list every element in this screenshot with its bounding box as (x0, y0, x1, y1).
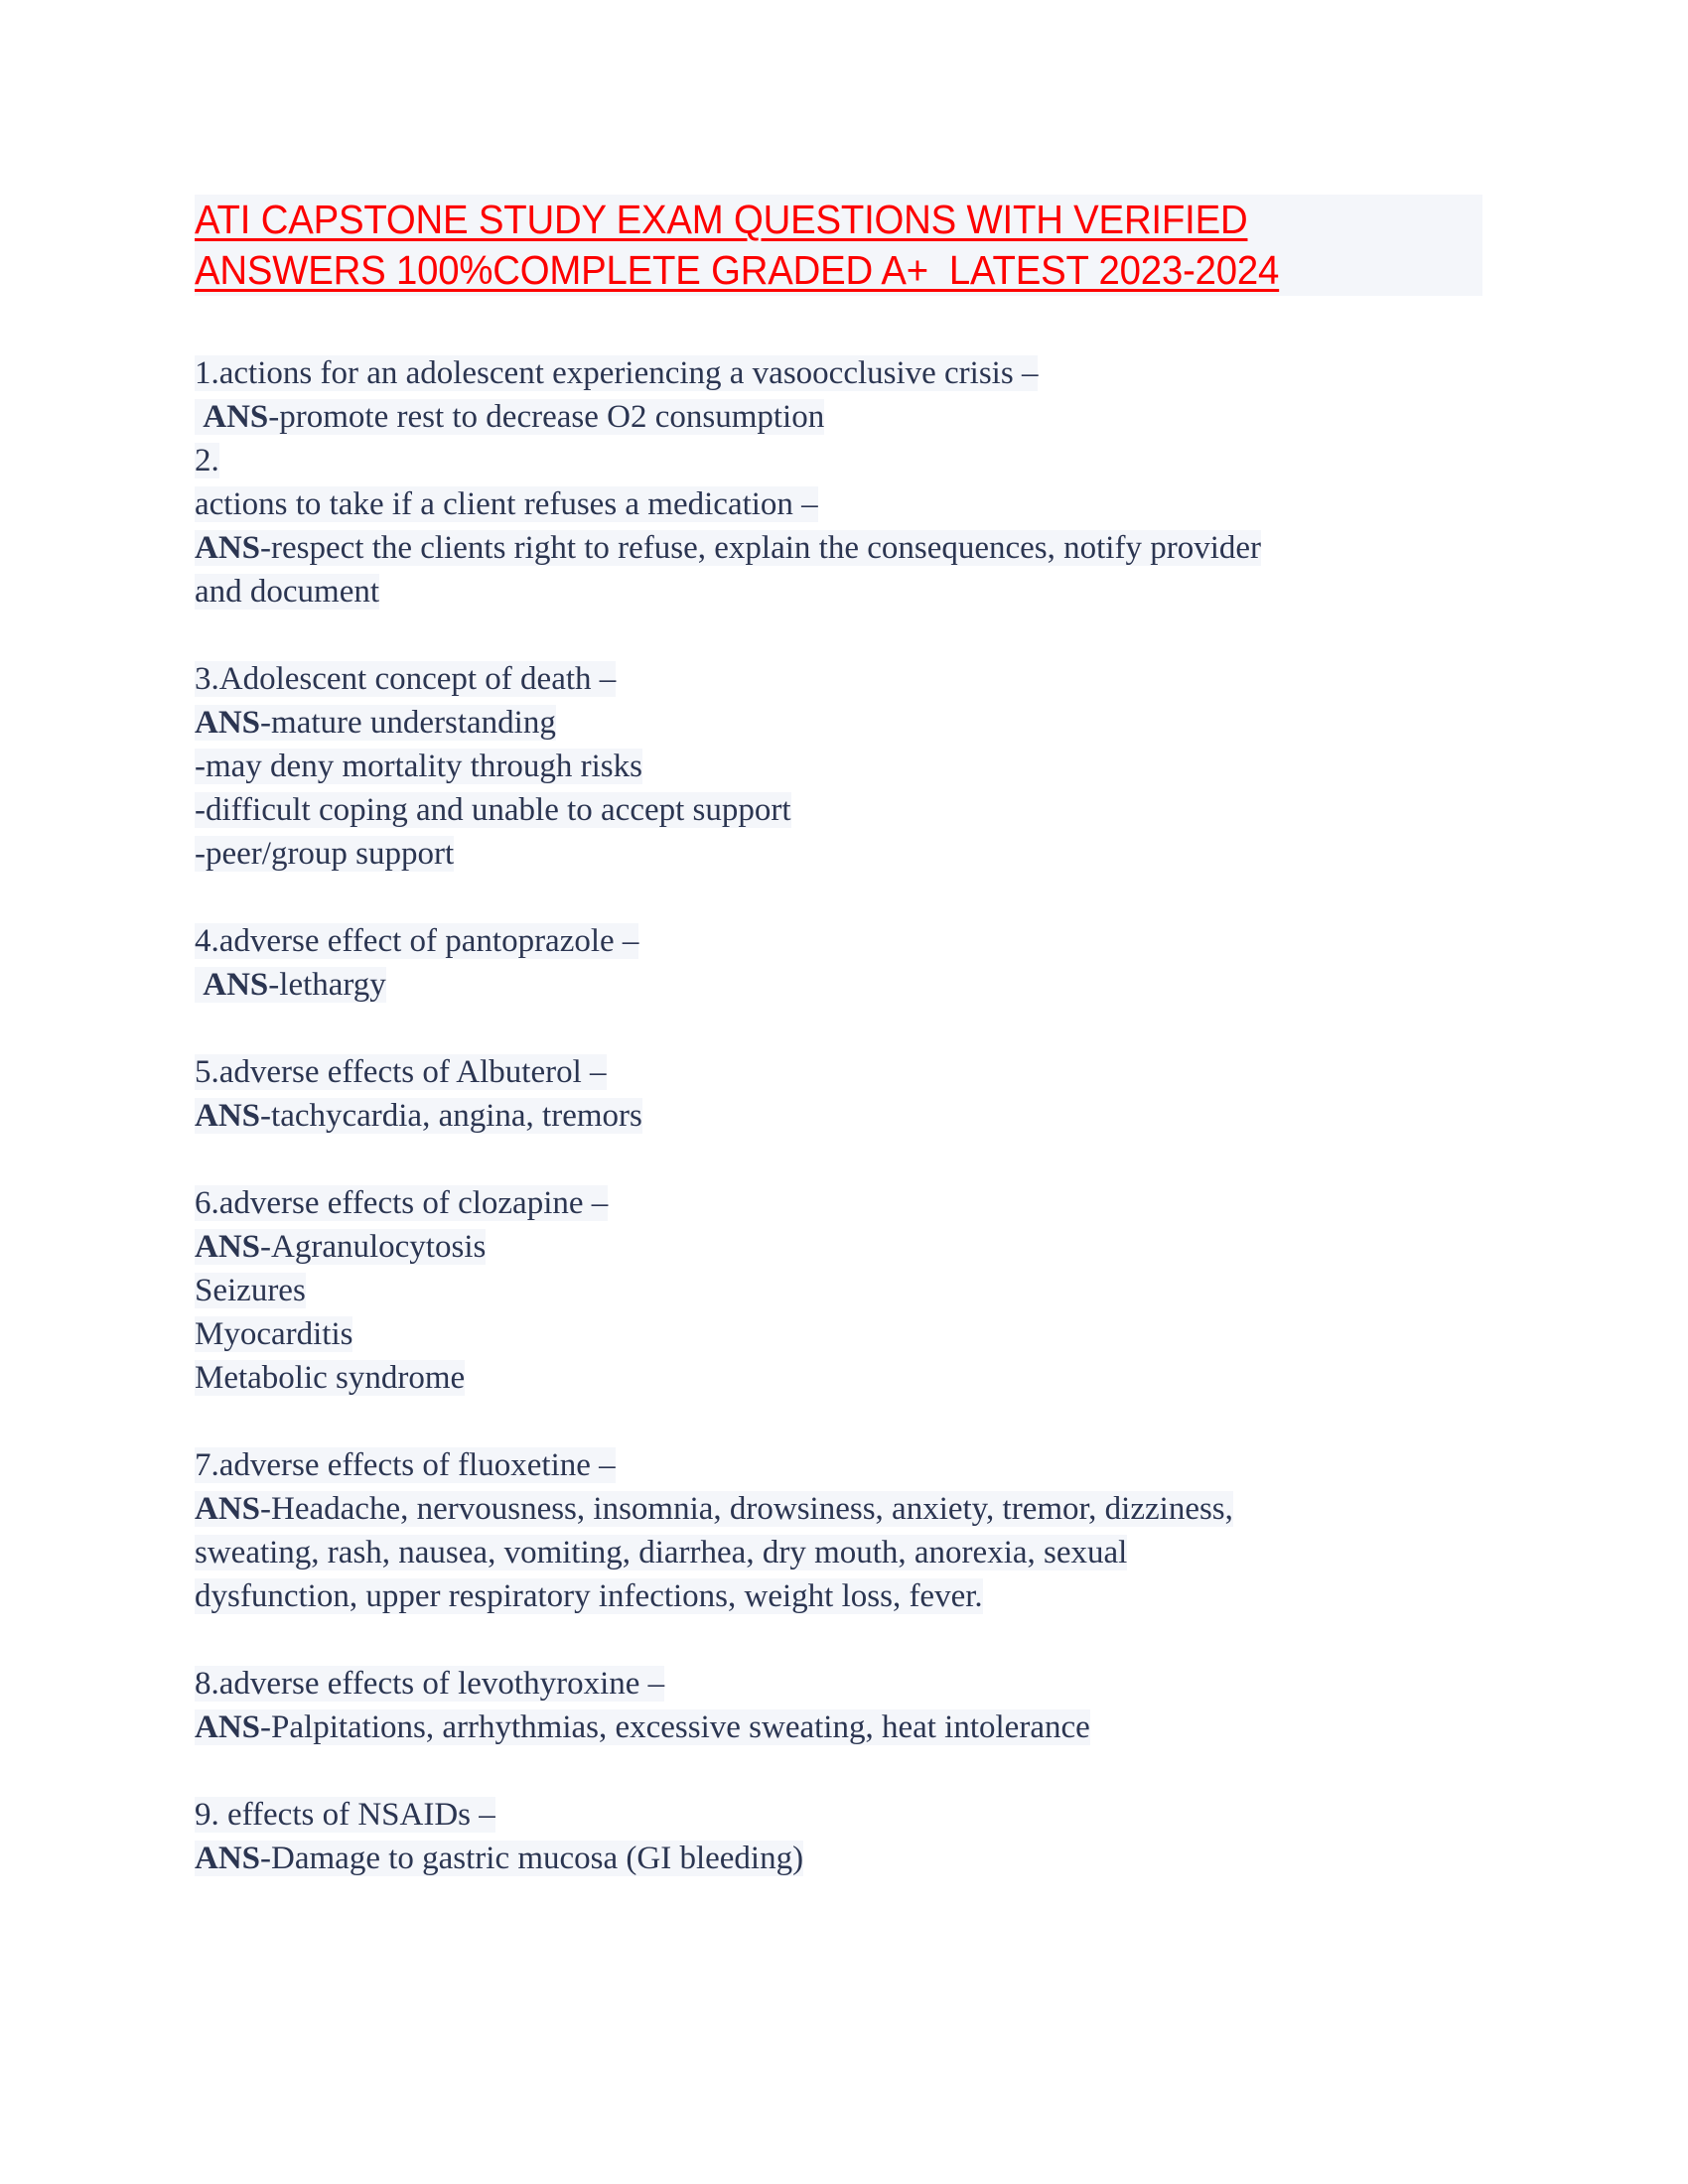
answer-text: -respect the clients right to refuse, explain the consequences, notify provider (260, 530, 1262, 566)
answer-text: -lethargy (268, 967, 386, 1003)
question-line-highlight: -difficult coping and unable to accept support (195, 792, 791, 828)
qa-entry (195, 1181, 1505, 1400)
answer-marker: ANS (195, 1229, 261, 1265)
question-line-highlight: -peer/group support (195, 836, 455, 872)
question-line (195, 1356, 1505, 1400)
answer-line-highlight (195, 1098, 642, 1134)
question-line-highlight: dysfunction, upper respiratory infections, weight loss, fever. (195, 1578, 983, 1614)
question-line-highlight: 5.adverse effects of Albuterol – (195, 1054, 607, 1090)
question-line (195, 1269, 1505, 1312)
answer-text: -mature understanding (260, 705, 556, 741)
question-line (195, 1574, 1505, 1618)
qa-list (195, 351, 1505, 1880)
answer-line-highlight (195, 399, 824, 435)
question-line-highlight: sweating, rash, nausea, vomiting, diarrhea, dry mouth, anorexia, sexual (195, 1535, 1128, 1570)
answer-text: -Headache, nervousness, insomnia, drowsiness, anxiety, tremor, dizziness, (260, 1491, 1233, 1527)
question-line (195, 482, 1505, 526)
page-title-line-1 (195, 195, 1482, 245)
document-content (195, 195, 1505, 1880)
answer-text: -Palpitations, arrhythmias, excessive sweating, heat intolerance (260, 1709, 1090, 1745)
answer-line (195, 1487, 1505, 1531)
answer-marker: ANS (195, 399, 269, 435)
question-line-highlight: and document (195, 574, 380, 610)
question-line (195, 1443, 1505, 1487)
answer-marker: ANS (195, 1098, 261, 1134)
question-line-highlight: 1.actions for an adolescent experiencing a vasoocclusive crisis – (195, 355, 1039, 391)
qa-entry (195, 1793, 1505, 1880)
question-line (195, 439, 1505, 482)
answer-line (195, 963, 1505, 1007)
question-line-highlight: 4.adverse effect of pantoprazole – (195, 923, 639, 959)
answer-marker: ANS (195, 1491, 261, 1527)
question-line (195, 1050, 1505, 1094)
question-line-highlight: 6.adverse effects of clozapine – (195, 1185, 609, 1221)
question-line-highlight: -may deny mortality through risks (195, 749, 642, 784)
question-line (195, 351, 1505, 395)
answer-line (195, 701, 1505, 745)
answer-line (195, 395, 1505, 439)
answer-text: -promote rest to decrease O2 consumption (268, 399, 825, 435)
question-line-highlight: Myocarditis (195, 1316, 353, 1352)
question-line-highlight: 9. effects of NSAIDs – (195, 1797, 495, 1833)
answer-text: -Damage to gastric mucosa (GI bleeding) (260, 1841, 804, 1876)
qa-entry (195, 1050, 1505, 1138)
question-line (195, 1531, 1505, 1574)
page-title-line-1-text: ATI CAPSTONE STUDY EXAM QUESTIONS WITH VERIFIED (195, 197, 1248, 242)
qa-entry (195, 1443, 1505, 1618)
answer-line (195, 526, 1505, 570)
answer-marker: ANS (195, 530, 261, 566)
answer-line (195, 1225, 1505, 1269)
qa-entry (195, 657, 1505, 876)
answer-line-highlight (195, 1229, 486, 1265)
question-line-highlight: 8.adverse effects of levothyroxine – (195, 1666, 665, 1702)
page-title-line-2-text: ANSWERS 100%COMPLETE GRADED A+ LATEST 2023-2024 (195, 247, 1280, 293)
question-line-highlight: Seizures (195, 1273, 306, 1308)
qa-entry (195, 1662, 1505, 1749)
question-line-highlight: 7.adverse effects of fluoxetine – (195, 1447, 616, 1483)
answer-marker: ANS (195, 967, 269, 1003)
answer-line-highlight (195, 1491, 1233, 1527)
answer-line (195, 1706, 1505, 1749)
question-line-highlight: 2. (195, 443, 219, 478)
question-line-highlight: 3.Adolescent concept of death – (195, 661, 617, 697)
question-line (195, 1662, 1505, 1706)
answer-line-highlight (195, 530, 1261, 566)
question-line (195, 919, 1505, 963)
question-line (195, 1181, 1505, 1225)
answer-line-highlight (195, 967, 386, 1003)
question-line (195, 1793, 1505, 1837)
page-title-line-2 (195, 245, 1482, 296)
question-line-highlight: Metabolic syndrome (195, 1360, 466, 1396)
question-line (195, 657, 1505, 701)
answer-line-highlight (195, 1841, 803, 1876)
answer-line (195, 1094, 1505, 1138)
question-line (195, 1312, 1505, 1356)
question-line (195, 570, 1505, 614)
page-title (195, 195, 1482, 296)
answer-line (195, 1837, 1505, 1880)
question-line (195, 788, 1505, 832)
answer-marker: ANS (195, 1709, 261, 1745)
answer-text: -Agranulocytosis (260, 1229, 487, 1265)
answer-text: -tachycardia, angina, tremors (260, 1098, 642, 1134)
question-line (195, 832, 1505, 876)
answer-line-highlight (195, 1709, 1090, 1745)
qa-entry (195, 351, 1505, 614)
qa-entry (195, 919, 1505, 1007)
answer-marker: ANS (195, 705, 261, 741)
question-line-highlight: actions to take if a client refuses a medication – (195, 486, 818, 522)
question-line (195, 745, 1505, 788)
answer-marker: ANS (195, 1841, 261, 1876)
answer-line-highlight (195, 705, 556, 741)
